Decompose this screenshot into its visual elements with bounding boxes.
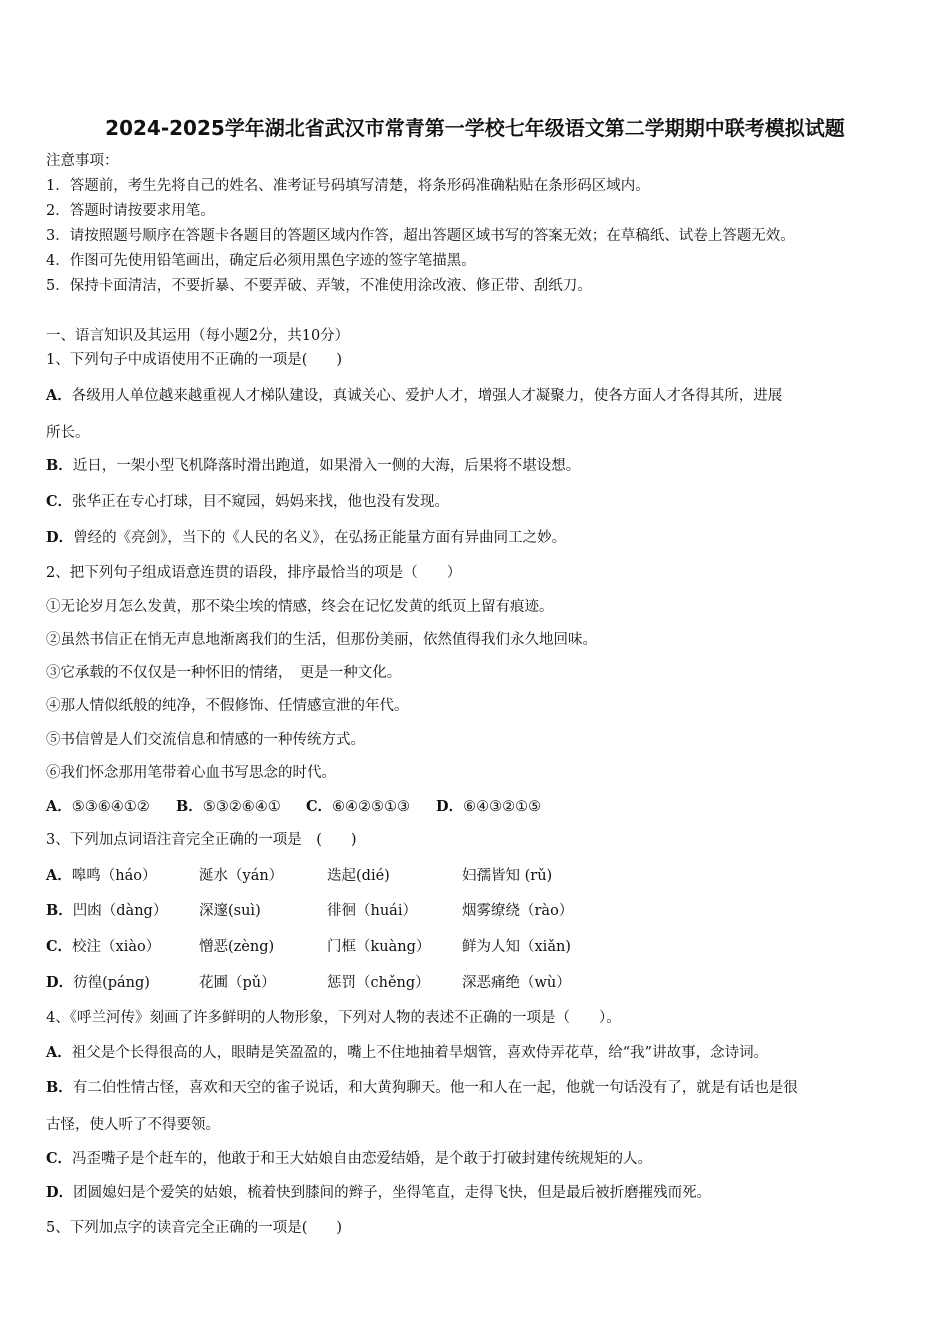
option-d: D．团圆媳妇是个爱笑的姑娘，梳着快到膝间的辫子，坐得笔直，走得飞快，但是最后被折磨摧残而死。 [46, 1184, 712, 1201]
word-item: 惩罚（chěng） [327, 975, 430, 991]
notice-item: 3．请按照题号顺序在答题卡各题目的答题区域内作答，超出答题区域书写的答案无效；在草稿纸、试卷上答题无效。 [46, 228, 795, 244]
question-stem: 3、下列加点词语注音完全正确的一项是 ( ) [46, 832, 357, 848]
notice-item: 2．答题时请按要求用笔。 [46, 203, 215, 219]
word-item: 憎恶(zèng) [199, 939, 275, 955]
sentence-item: ②虽然书信正在悄无声息地渐离我们的生活，但那份美丽，依然值得我们永久地回味。 [46, 632, 597, 648]
option-row [46, 866, 552, 886]
word-item: 徘徊（huái） [327, 903, 417, 919]
word-item: 深邃(suì) [199, 903, 261, 919]
option-c: C．校注（xiào） [46, 938, 161, 955]
option-letter: D． [46, 1184, 74, 1201]
option-b-continued: 古怪，使人听了不得要领。 [46, 1117, 220, 1133]
question-stem: 5、下列加点字的读音完全正确的一项是( ) [46, 1220, 343, 1236]
sentence-item: ⑥我们怀念那用笔带着心血书写思念的时代。 [46, 765, 336, 781]
option-a: A．祖父是个长得很高的人，眼睛是笑盈盈的，嘴上不住地抽着旱烟管，喜欢侍弄花草，给“我”讲故事，念诗词。 [46, 1044, 769, 1061]
option-letter: B． [46, 457, 73, 474]
option-letter: C． [46, 493, 73, 510]
option-row [46, 797, 541, 817]
word-item: 烟雾缭绕（rào） [462, 903, 574, 919]
question-stem: 1、下列句子中成语使用不正确的一项是( ) [46, 352, 343, 368]
word-item: 花圃（pǔ） [199, 975, 276, 991]
page-title: 2024-2025学年湖北省武汉市常青第一学校七年级语文第二学期期中联考模拟试题 [105, 116, 845, 140]
option-letter: B． [46, 902, 73, 919]
word-item: 涎水（yán） [199, 868, 284, 884]
notice-item: 1．答题前，考生先将自己的姓名、准考证号码填写清楚，将条形码准确粘贴在条形码区域内。 [46, 178, 650, 194]
option-row [46, 973, 571, 993]
option-c: C．张华正在专心打球，目不窥园，妈妈来找，他也没有发现。 [46, 493, 450, 510]
word-item: 迭起(dié) [327, 868, 390, 884]
option-letter: D． [46, 529, 74, 546]
option-a: A．⑤③⑥④①② [46, 798, 150, 815]
option-letter: B． [176, 798, 203, 815]
section-heading: 一、语言知识及其运用（每小题2分，共10分） [46, 328, 350, 344]
question-stem: 4、《呼兰河传》刻画了许多鲜明的人物形象，下列对人物的表述不正确的一项是（ ）。 [46, 1010, 621, 1026]
option-d: D．曾经的《亮剑》，当下的《人民的名义》，在弘扬正能量方面有异曲同工之妙。 [46, 529, 567, 546]
option-row [46, 937, 571, 957]
option-text: A．各级用人单位越来越重视人才梯队建设，真诚关心、爱护人才，增强人才凝聚力，使各方面人才各得其所，进展 [46, 387, 783, 404]
question-stem: 2、把下列句子组成语意连贯的语段，排序最恰当的项是（ ） [46, 565, 462, 581]
option-c: C．⑥④②⑤①③ [306, 798, 411, 815]
sentence-item: ③它承载的不仅仅是一种怀旧的情绪， 更是一种文化。 [46, 665, 402, 681]
word-item: 妇孺皆知 (rǔ) [462, 868, 553, 884]
option-d: D．彷徨(páng) [46, 974, 150, 991]
notice-item: 5．保持卡面清洁，不要折暴、不要弄破、弄皱，不准使用涂改液、修正带、刮纸刀。 [46, 278, 592, 294]
option-a [46, 386, 782, 406]
sentence-item: ⑤书信曾是人们交流信息和情感的一种传统方式。 [46, 732, 365, 748]
option-a: A．嗥鸣（háo） [46, 867, 157, 884]
option-letter: A． [46, 387, 72, 404]
notice-heading: 注意事项： [46, 153, 119, 169]
option-a-continued: 所长。 [46, 425, 90, 441]
option-letter: D． [436, 798, 464, 815]
sentence-item: ①无论岁月怎么发黄，那不染尘埃的情感，终会在记忆发黄的纸页上留有痕迹。 [46, 599, 554, 615]
option-letter: C． [306, 798, 333, 815]
option-letter: A． [46, 1044, 72, 1061]
option-letter: C． [46, 1150, 73, 1167]
word-item: 深恶痛绝（wù） [462, 975, 571, 991]
sentence-item: ④那人情似纸般的纯净，不假修饰、任情感宣泄的年代。 [46, 698, 409, 714]
option-letter: A． [46, 867, 72, 884]
option-letter: B． [46, 1079, 73, 1096]
notice-item: 4．作图可先使用铅笔画出，确定后必须用黑色字迹的签字笔描黑。 [46, 253, 476, 269]
option-b: B．近日，一架小型飞机降落时滑出跑道，如果滑入一侧的大海，后果将不堪设想。 [46, 457, 581, 474]
option-letter: C． [46, 938, 73, 955]
option-d: D．⑥④③②①⑤ [436, 798, 542, 815]
option-row [46, 901, 573, 921]
option-b: B．⑤③②⑥④① [176, 798, 281, 815]
option-letter: A． [46, 798, 72, 815]
option-c: C．冯歪嘴子是个赶车的，他敢于和王大姑娘自由恋爱结婚，是个敢于打破封建传统规矩的人。 [46, 1150, 653, 1167]
word-item: 门框（kuàng） [327, 939, 431, 955]
option-b: B．凹凼（dàng） [46, 902, 168, 919]
word-item: 鲜为人知（xiǎn) [462, 939, 571, 955]
option-b: B．有二伯性情古怪，喜欢和天空的雀子说话，和大黄狗聊天。他一和人在一起，他就一句话没有了，就是有话也是很 [46, 1079, 798, 1096]
option-letter: D． [46, 974, 74, 991]
